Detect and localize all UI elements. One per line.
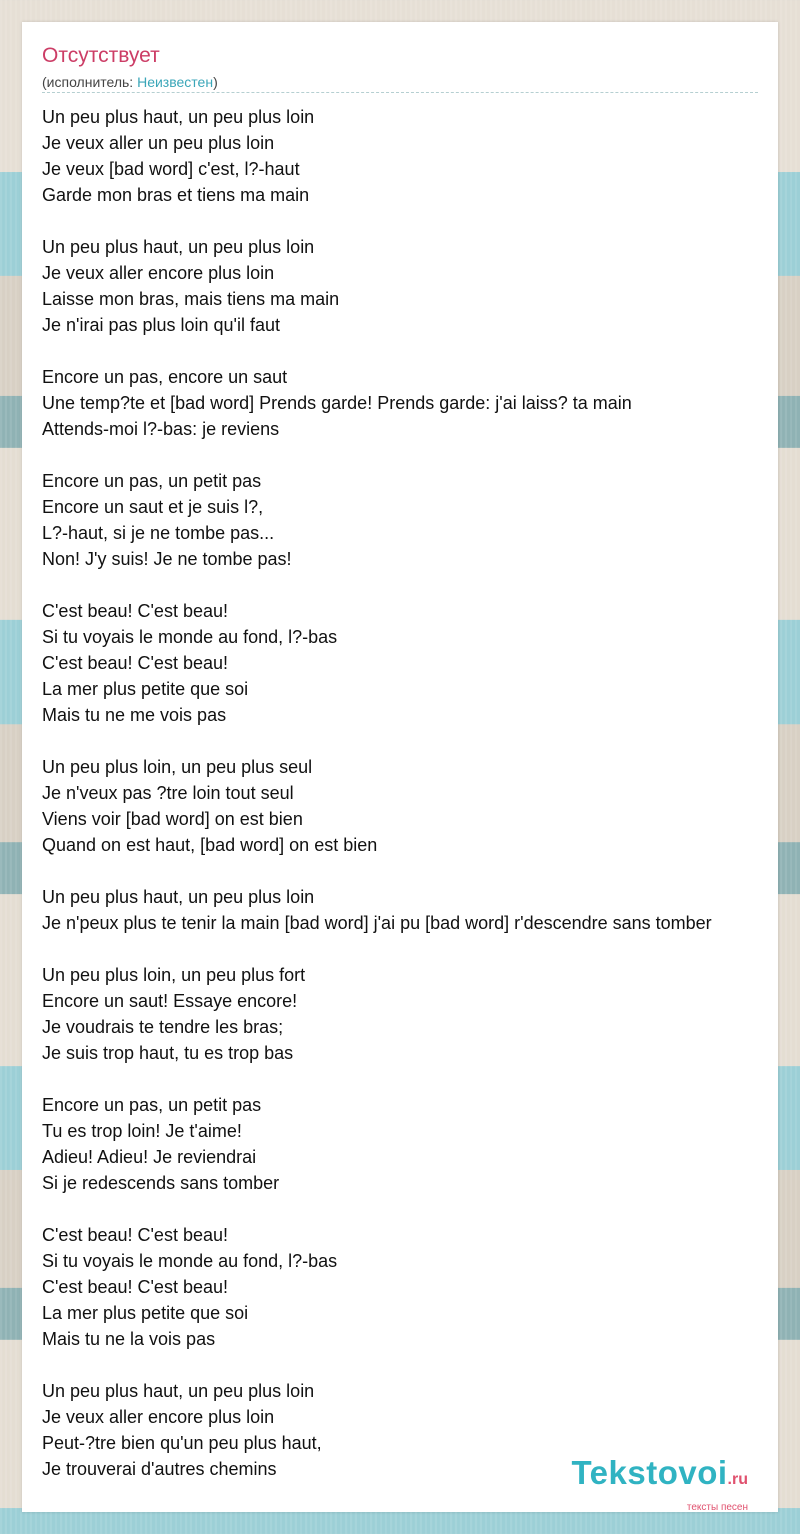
lyric-line: Viens voir [bad word] on est bien xyxy=(42,809,303,829)
lyric-line: Un peu plus haut, un peu plus loin xyxy=(42,1381,315,1401)
logo-name: Tekstovoi xyxy=(571,1454,728,1491)
lyric-line: Un peu plus haut, un peu plus loin xyxy=(42,887,315,907)
stanza-break xyxy=(42,572,800,598)
lyric-line: Attends-moi l?-bas: je reviens xyxy=(42,419,280,439)
lyrics-card xyxy=(22,22,778,1512)
stanza-break xyxy=(42,1066,800,1092)
lyric-line: Je n'peux plus te tenir la main [bad word] j'ai pu [bad word] r'descendre sans tomber xyxy=(42,913,712,933)
lyric-line: Je veux aller encore plus loin xyxy=(42,263,275,283)
stanza-break xyxy=(42,208,800,234)
lyric-line: Je veux [bad word] c'est, l?-haut xyxy=(42,159,300,179)
lyric-line: Si tu voyais le monde au fond, l?-bas xyxy=(42,1251,338,1271)
lyrics-text xyxy=(42,104,800,1482)
lyric-line: Encore un pas, un petit pas xyxy=(42,471,262,491)
lyric-line: Un peu plus haut, un peu plus loin xyxy=(42,107,315,127)
lyric-line: Si je redescends sans tomber xyxy=(42,1173,280,1193)
lyric-line: Si tu voyais le monde au fond, l?-bas xyxy=(42,627,338,647)
site-logo[interactable] xyxy=(571,1456,748,1490)
lyric-line: C'est beau! C'est beau! xyxy=(42,653,228,673)
lyric-line: Je n'veux pas ?tre loin tout seul xyxy=(42,783,294,803)
lyric-line: Laisse mon bras, mais tiens ma main xyxy=(42,289,340,309)
lyric-line: La mer plus petite que soi xyxy=(42,1303,249,1323)
header-divider xyxy=(42,92,758,93)
performer-line xyxy=(42,72,218,92)
stanza-break xyxy=(42,338,800,364)
lyric-line: C'est beau! C'est beau! xyxy=(42,601,228,621)
stanza-break xyxy=(42,442,800,468)
lyric-line: Un peu plus loin, un peu plus seul xyxy=(42,757,313,777)
lyric-line: Quand on est haut, [bad word] on est bien xyxy=(42,835,378,855)
song-title: Отсутствует xyxy=(42,44,160,67)
lyric-line: Adieu! Adieu! Je reviendrai xyxy=(42,1147,257,1167)
lyric-line: C'est beau! C'est beau! xyxy=(42,1225,228,1245)
lyric-line: Je n'irai pas plus loin qu'il faut xyxy=(42,315,281,335)
lyric-line: Mais tu ne la vois pas xyxy=(42,1329,216,1349)
performer-prefix: (исполнитель: xyxy=(42,74,138,90)
stanza-break xyxy=(42,728,800,754)
lyric-line: Garde mon bras et tiens ma main xyxy=(42,185,310,205)
lyric-line: Non! J'y suis! Je ne tombe pas! xyxy=(42,549,292,569)
lyric-line: Je voudrais te tendre les bras; xyxy=(42,1017,284,1037)
lyric-line: Mais tu ne me vois pas xyxy=(42,705,227,725)
performer-suffix: ) xyxy=(213,74,218,90)
lyric-line: Encore un pas, un petit pas xyxy=(42,1095,262,1115)
lyric-line: Je veux aller encore plus loin xyxy=(42,1407,275,1427)
lyric-line: Tu es trop loin! Je t'aime! xyxy=(42,1121,242,1141)
lyric-line: Encore un saut et je suis l?, xyxy=(42,497,264,517)
stanza-break xyxy=(42,1352,800,1378)
lyric-line: Une temp?te et [bad word] Prends garde! Prends garde: j'ai laiss? ta main xyxy=(42,393,632,413)
lyric-line: C'est beau! C'est beau! xyxy=(42,1277,228,1297)
lyric-line: La mer plus petite que soi xyxy=(42,679,249,699)
lyric-line: Un peu plus haut, un peu plus loin xyxy=(42,237,315,257)
stanza-break xyxy=(42,858,800,884)
lyric-line: Encore un saut! Essaye encore! xyxy=(42,991,298,1011)
lyric-line: Encore un pas, encore un saut xyxy=(42,367,288,387)
stanza-break xyxy=(42,936,800,962)
lyric-line: Je suis trop haut, tu es trop bas xyxy=(42,1043,294,1063)
logo-tld: .ru xyxy=(727,1471,748,1488)
lyric-line: Peut-?tre bien qu'un peu plus haut, xyxy=(42,1433,322,1453)
lyric-line: L?-haut, si je ne tombe pas... xyxy=(42,523,275,543)
lyric-line: Un peu plus loin, un peu plus fort xyxy=(42,965,306,985)
lyric-line: Je trouverai d'autres chemins xyxy=(42,1459,277,1479)
stanza-break xyxy=(42,1196,800,1222)
lyric-line: Je veux aller un peu plus loin xyxy=(42,133,275,153)
performer-link[interactable]: Неизвестен xyxy=(137,74,214,90)
logo-tagline: тексты песен xyxy=(686,1502,748,1513)
